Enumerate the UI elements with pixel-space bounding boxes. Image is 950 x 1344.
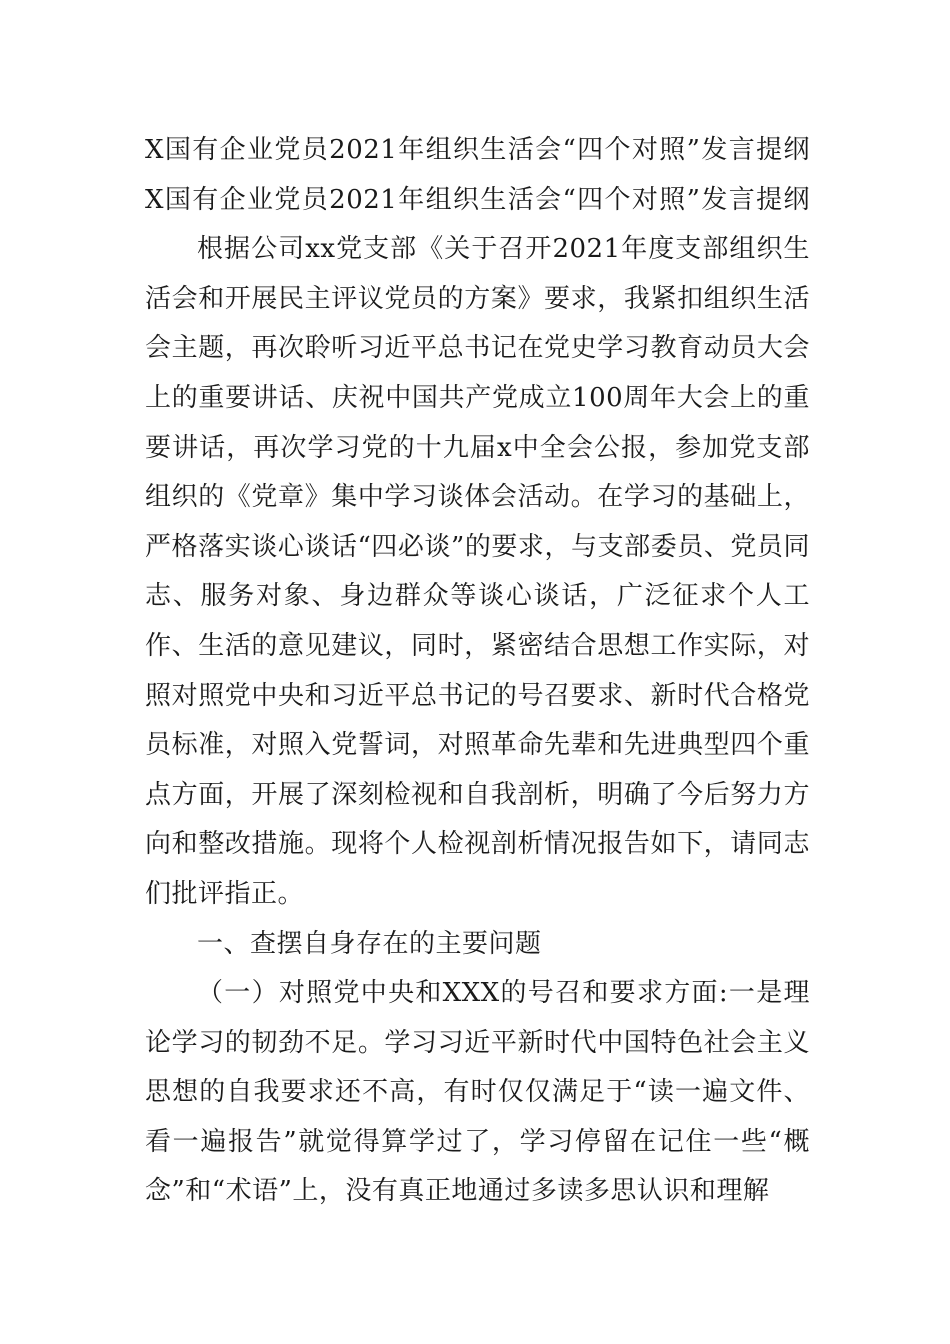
document-title-line-2: X国有企业党员2021年组织生活会“四个对照”发言提纲: [145, 184, 810, 215]
document-body: [145, 126, 810, 1217]
intro-paragraph: 根据公司xx党支部《关于召开2021年度支部组织生活会和开展民主评议党员的方案》要求，我紧扣组织生活会主题，再次聆听习近平总书记在党史学习教育动员大会上的重要讲话、庆祝中国共产党成立100周年大会上的重要讲话，再次学习党的十九届x中全会公报，参加党支部组织的《党章》集中学习谈体会活动。在学习的基础上，严格落实谈心谈话“四必谈”的要求，与支部委员、党员同志、服务对象、身边群众等谈心谈话，广泛征求个人工作、生活的意见建议，同时，紧密结合思想工作实际，对照对照党中央和习近平总书记的号召要求、新时代合格党员标准，对照入党誓词，对照革命先辈和先进典型四个重点方面，开展了深刻检视和自我剖析，明确了今后努力方向和整改措施。现将个人检视剖析情况报告如下，请同志们批评指正。: [145, 234, 810, 909]
section-heading-1: 一、查摆自身存在的主要问题: [197, 928, 542, 959]
document-title-line-1: X国有企业党员2021年组织生活会“四个对照”发言提纲: [145, 135, 810, 165]
subsection-paragraph-1: （一）对照党中央和XXX的号召和要求方面:一是理论学习的韧劲不足。学习习近平新时代中国特色社会主义思想的自我要求还不高，有时仅仅满足于“读一遍文件、看一遍报告”就觉得算学过了，学习停留在记住一些“概念”和“术语”上，没有真正地通过多读多思认识和理解: [145, 978, 810, 1207]
